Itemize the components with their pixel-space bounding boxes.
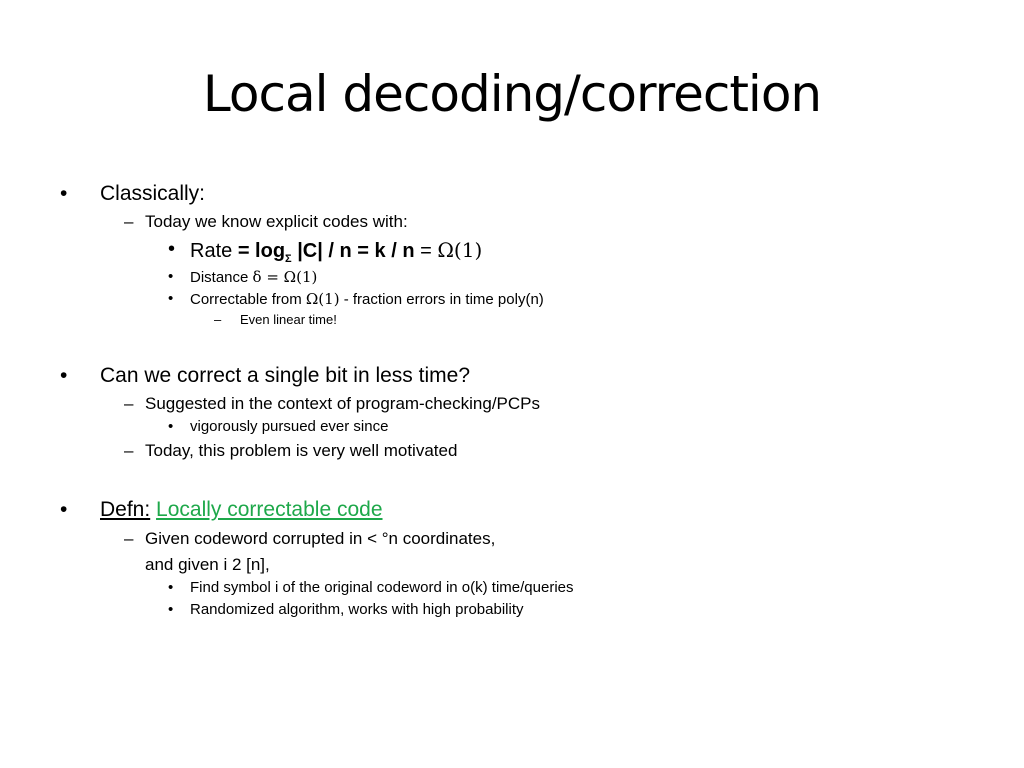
rate-omega: Ω(1) (437, 238, 483, 262)
item-today-problem: Today, this problem is very well motivated (145, 441, 458, 460)
bullet-dot: • (168, 601, 174, 618)
rate-sigma: Σ (285, 253, 292, 265)
item-can-we: Can we correct a single bit in less time? (100, 364, 470, 387)
rate-eq: = (414, 240, 438, 262)
bullet-dot: • (60, 498, 68, 521)
bullet-dot: • (168, 418, 174, 435)
correctable-label: Correctable from (190, 291, 306, 308)
item-distance (190, 268, 317, 286)
rate-log: = log (237, 240, 286, 262)
item-given-codeword: Given codeword corrupted in < °n coordinates, (145, 529, 496, 548)
bullet-dash: – (214, 312, 222, 327)
item-correctable (190, 290, 544, 308)
item-randomized: Randomized algorithm, works with high probability (190, 601, 524, 618)
item-linear-time: Even linear time! (240, 312, 337, 327)
rate-label: Rate (190, 240, 238, 262)
item-find-symbol: Find symbol i of the original codeword in o(k) time/queries (190, 579, 574, 596)
defn-link[interactable]: Locally correctable code (156, 498, 383, 521)
item-today-know: Today we know explicit codes with: (145, 212, 408, 231)
bullet-dot: • (60, 364, 68, 387)
bullet-dash: – (124, 394, 134, 413)
item-classically: Classically: (100, 182, 206, 205)
bullet-dash: – (124, 212, 134, 231)
bullet-dot: • (168, 238, 176, 260)
item-vigorously: vigorously pursued ever since (190, 418, 389, 435)
slide-title: Local decoding/correction (202, 65, 822, 123)
bullet-dash: – (124, 529, 134, 548)
item-and-given: and given i 2 [n], (145, 555, 270, 574)
bullet-dot: • (60, 182, 68, 205)
correctable-math: Ω(1) (305, 290, 340, 308)
bullet-dot: • (168, 579, 174, 596)
item-defn (100, 498, 383, 522)
defn-label: Defn: (100, 498, 151, 521)
rate-rest: |C| / n = k / n (291, 240, 415, 262)
bullet-dot: • (168, 290, 174, 307)
correctable-rest: - fraction errors in time poly(n) (339, 291, 544, 308)
bullet-dash: – (124, 441, 134, 460)
item-rate (190, 238, 482, 265)
distance-math: δ = Ω(1) (252, 268, 318, 286)
bullet-dot: • (168, 268, 174, 285)
distance-label: Distance (190, 269, 253, 286)
item-suggested: Suggested in the context of program-checking/PCPs (145, 394, 540, 413)
